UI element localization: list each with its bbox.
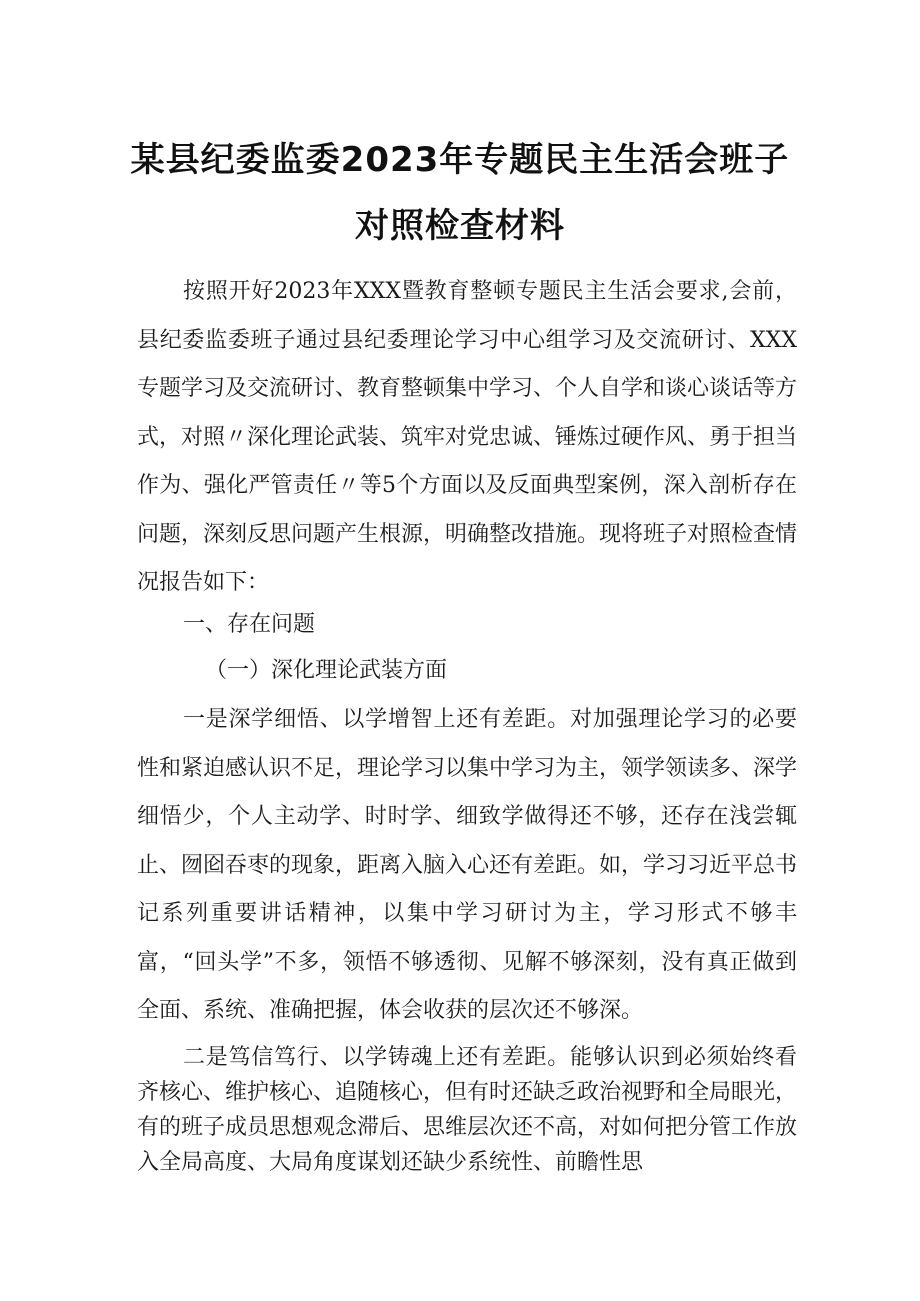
- document-title-line2: 对照检查材料: [355, 206, 565, 246]
- document-title-line1: 某县纪委监委2023年专题民主生活会班子: [130, 140, 790, 180]
- section-heading: 一、存在问题: [183, 612, 316, 637]
- item-paragraph-1: 一是深学细悟、以学增智上还有差距。对加强理论学习的必要性和紧迫感认识不足，理论学习以集中学习为主，领学领读多、深学细悟少，个人主动学、时时学、细致学做得还不够，还存在浅尝辄止、囫囵吞枣的现象，距离入脑入心还有差距。如，学习习近平总书记系列重要讲话精神，以集中学习研讨为主，学习形式不够丰富，“回头学”不多，领悟不够透彻、见解不够深刻，没有真正做到全面、系统、准确把握，体会收获的层次还不够深。: [137, 707, 798, 1023]
- subsection-heading: （一）深化理论武装方面: [205, 658, 448, 683]
- item-paragraph-2: 二是笃信笃行、以学铸魂上还有差距。能够认识到必须始终看齐核心、维护核心、追随核心，但有时还缺乏政治视野和全局眼光，有的班子成员思想观念滞后、思维层次还不高，对如何把分管工作放入全局高度、大局角度谋划还缺少系统性、前瞻性思: [137, 1045, 798, 1175]
- intro-paragraph: 按照开好2023年XXX暨教育整顿专题民主生活会要求,会前，县纪委监委班子通过县纪委理论学习中心组学习及交流研讨、XXX专题学习及交流研讨、教育整顿集中学习、个人自学和谈心谈话等方式，对照〃深化理论武装、筑牢对党忠诚、锤炼过硬作风、勇于担当作为、强化严管责任〃等5个方面以及反面典型案例，深入剖析存在问题，深刻反思问题产生根源，明确整改措施。现将班子对照检查情况报告如下：: [137, 279, 798, 595]
